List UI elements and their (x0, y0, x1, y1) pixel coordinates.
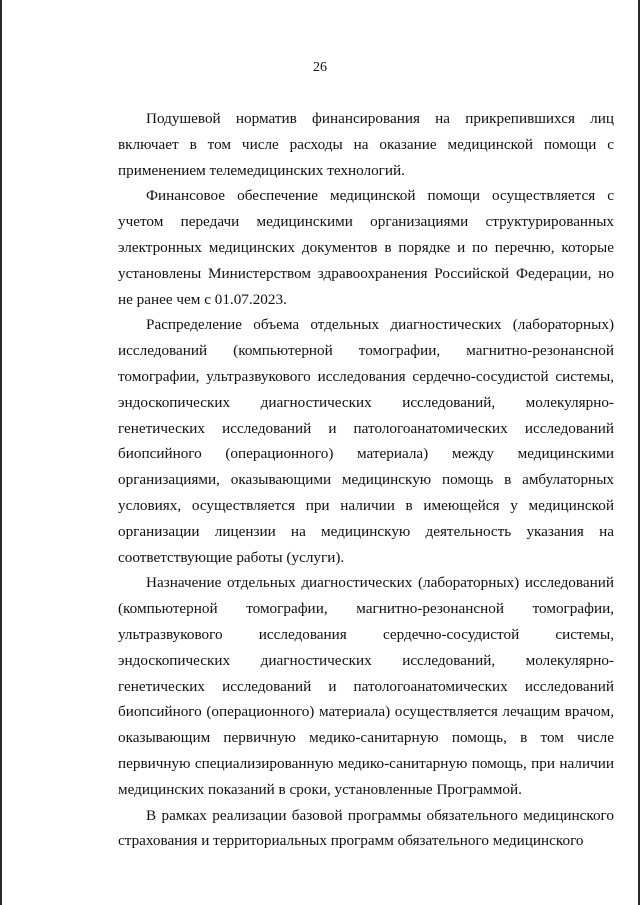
paragraph-program-implementation: В рамках реализации базовой программы обязательного медицинского страхования и территориальных программ обязательного медицинского (118, 806, 614, 850)
paragraph-financial-support: Финансовое обеспечение медицинской помощи осуществляется с учетом передачи медицинскими организациями структурированных электронных медицинских документов в порядке и по перечню, которые установлены Министерством здравоохранения Российской Федерации, но не ранее чем с 01.07.2023. (118, 187, 614, 308)
document-body (118, 106, 614, 854)
left-scan-edge (0, 0, 2, 905)
paragraph-volume-distribution: Распределение объема отдельных диагностических (лабораторных) исследований (компьютерной томографии, магнитно-резонансной томографии, ультразвукового исследования сердечно-сосудистой системы, эндоскопических диагностических исследований, молекулярно-генетических исследований и патологоанатомических исследований биопсийного (операционного) материала) между медицинскими организациями, оказывающими медицинскую помощь в амбулаторных условиях, осуществляется при наличии в имеющейся у медицинской организации лицензии на медицинскую деятельность указания на соответствующие работы (услуги). (118, 316, 614, 566)
paragraph-test-appointment: Назначение отдельных диагностических (лабораторных) исследований (компьютерной томографии, магнитно-резонансной томографии, ультразвукового исследования сердечно-сосудистой системы, эндоскопических диагностических исследований, молекулярно-генетических исследований и патологоанатомических исследований биопсийного (операционного) материала) осуществляется лечащим врачом, оказывающим первичную медико-санитарную помощь, в том числе первичную специализированную медико-санитарную помощь, при наличии медицинских показаний в сроки, установленные Программой. (118, 574, 614, 798)
paragraph-per-capita-standard: Подушевой норматив финансирования на прикрепившихся лиц включает в том числе расходы на оказание медицинской помощи с применением телемедицинских технологий. (118, 110, 614, 179)
page-number: 26 (313, 60, 327, 75)
